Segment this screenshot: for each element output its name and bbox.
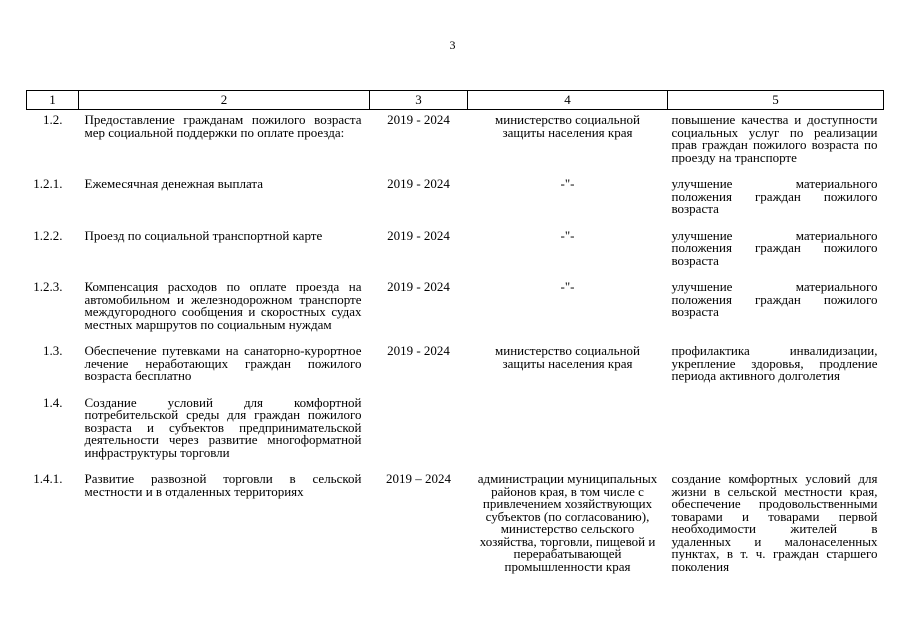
- table-row: [27, 281, 884, 345]
- column-header-3: 3: [370, 91, 468, 110]
- row-number: 1.4.1.: [33, 471, 63, 486]
- period: 2019 - 2024: [387, 343, 450, 358]
- measure-name: Обеспечение путевками на санаторно-курортное лечение неработающих граждан пожилого возраста бесплатно: [84, 343, 362, 383]
- table-row: [27, 110, 884, 179]
- executor: администрации муниципальных районов края, в том числе с привлечением хозяйствующих субъектов (по согласованию), министерство сельского хозяйства, торговли, пищевой и перерабатывающей промышленности края: [477, 471, 658, 574]
- expected-result: улучшение материального положения граждан пожилого возраста: [671, 227, 878, 268]
- measure-name: Компенсация расходов по оплате проезда на автомобильном и железнодорожном транспорте междугородного сообщения и скоростных судах местных маршрутов по социальным нуждам: [84, 279, 362, 332]
- row-number: 1.3.: [43, 343, 63, 358]
- table-row: [27, 230, 884, 282]
- period: 2019 - 2024: [387, 176, 450, 191]
- expected-result: [668, 397, 884, 474]
- column-header-4: 4: [468, 91, 668, 110]
- executor: министерство социальной защиты населения края: [495, 112, 640, 140]
- period: 2019 – 2024: [386, 471, 451, 486]
- executor: -"-: [560, 176, 575, 191]
- expected-result: улучшение материального положения граждан пожилого возраста: [671, 176, 878, 216]
- executor: -"-: [560, 279, 575, 294]
- expected-result: профилактика инвалидизации, укрепление здоровья, продление периода активного долголетия: [671, 343, 878, 383]
- table-row: [27, 473, 884, 587]
- measure-name: Предоставление гражданам пожилого возраста мер социальной поддержки по оплате проезда:: [84, 112, 362, 140]
- measure-name: Проезд по социальной транспортной карте: [84, 227, 323, 243]
- row-number: 1.2.1.: [33, 176, 63, 191]
- period: 2019 - 2024: [387, 112, 450, 127]
- period: [370, 397, 468, 474]
- row-number: 1.2.: [43, 112, 63, 127]
- executor: [468, 397, 668, 474]
- measure-name: Создание условий для комфортной потребительской среды для граждан пожилого возраста и субъектов предпринимательской деятельности через развитие многоформатной инфраструктуры торговли: [84, 394, 362, 460]
- measure-name: Развитие развозной торговли в сельской местности и в отдаленных территориях: [84, 471, 362, 499]
- column-header-1: 1: [27, 91, 79, 110]
- period: 2019 - 2024: [387, 279, 450, 294]
- program-table: [26, 90, 884, 587]
- executor: -"-: [560, 227, 575, 243]
- column-header-5: 5: [668, 91, 884, 110]
- header-row: [27, 91, 884, 110]
- measure-name: Ежемесячная денежная выплата: [84, 176, 263, 191]
- table-row: [27, 178, 884, 230]
- row-number: 1.4.: [43, 394, 63, 410]
- period: 2019 - 2024: [387, 227, 450, 243]
- executor: министерство социальной защиты населения края: [495, 343, 640, 371]
- column-header-2: 2: [79, 91, 370, 110]
- expected-result: создание комфортных условий для жизни в сельской местности края, обеспечение продовольственными товарами и товарами первой необходимости жителей в удаленных и малонаселенных пунктах, в т. ч. граждан старшего поколения: [671, 471, 878, 574]
- page-number: 3: [449, 38, 456, 52]
- row-number: 1.2.3.: [33, 279, 63, 294]
- expected-result: улучшение материального положения граждан пожилого возраста: [671, 279, 878, 319]
- table-row: [27, 345, 884, 397]
- table-row: [27, 397, 884, 474]
- row-number: 1.2.2.: [33, 227, 63, 243]
- expected-result: повышение качества и доступности социальных услуг по реализации прав граждан пожилого возраста по проезду на транспорте: [671, 112, 878, 165]
